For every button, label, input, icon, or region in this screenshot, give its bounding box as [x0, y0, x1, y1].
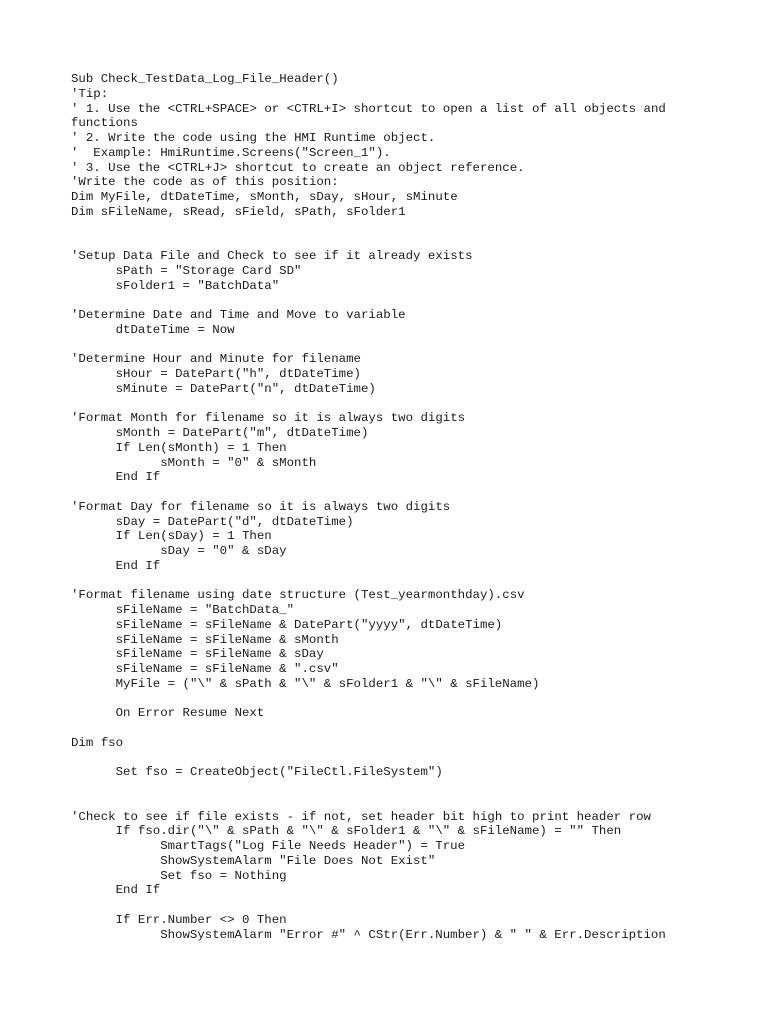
fso-nothing-line: Set fso = Nothing: [160, 868, 287, 883]
err-if: If Err.Number <> 0 Then: [115, 912, 287, 927]
check-comment: 'Check to see if file exists - if not, set header bit high to print header row: [71, 809, 651, 824]
tip-line-1-wrap: functions: [71, 116, 138, 131]
myfile-line: MyFile = ("\" & sPath & "\" & sFolder1 & "\" & sFileName): [115, 676, 540, 691]
sday-line: sDay = DatePart("d", dtDateTime): [115, 514, 354, 529]
tip-line-1: ' 1. Use the <CTRL+SPACE> or <CTRL+I> shortcut to open a list of all objects and: [71, 101, 666, 116]
day-endif: End If: [115, 558, 161, 573]
day-comment: 'Format Day for filename so it is always two digits: [71, 499, 451, 514]
err-alarm-line: ShowSystemAlarm "Error #" ^ CStr(Err.Number) & " " & Err.Description: [160, 927, 666, 942]
sfolder-line: sFolder1 = "BatchData": [115, 278, 280, 293]
spath-line: sPath = "Storage Card SD": [115, 263, 302, 278]
setup-comment: 'Setup Data File and Check to see if it already exists: [71, 249, 473, 263]
smarttags-line: SmartTags("Log File Needs Header") = True: [160, 839, 466, 853]
filename-comment: 'Format filename using date structure (Test_yearmonthday).csv: [71, 588, 525, 603]
month-comment: 'Format Month for filename so it is always two digits: [71, 411, 466, 426]
set-fso-line: Set fso = CreateObject("FileCtl.FileSystem"): [115, 765, 443, 780]
datetime-line: dtDateTime = Now: [115, 322, 235, 337]
on-error-line: On Error Resume Next: [115, 706, 265, 721]
datetime-comment: 'Determine Date and Time and Move to variable: [71, 308, 406, 322]
filename-line-1: sFileName = "BatchData_": [115, 603, 295, 617]
tip-line-2: ' 2. Write the code using the HMI Runtime object.: [71, 131, 436, 145]
tip-example: ' Example: HmiRuntime.Screens("Screen_1").: [71, 145, 391, 160]
month-endif: End If: [115, 470, 161, 485]
tip-comment: 'Tip:: [71, 86, 109, 101]
filename-line-3: sFileName = sFileName & sMonth: [115, 632, 339, 647]
filename-line-5: sFileName = sFileName & ".csv": [115, 662, 339, 676]
shour-line: sHour = DatePart("h", dtDateTime): [115, 367, 361, 381]
check-endif: End If: [115, 883, 161, 898]
alarm-line: ShowSystemAlarm "File Does Not Exist": [160, 853, 436, 868]
dim-fso-line: Dim fso: [71, 735, 124, 750]
day-if: If Len(sDay) = 1 Then: [115, 529, 272, 544]
filename-line-2: sFileName = sFileName & DatePart("yyyy", dtDateTime): [115, 617, 503, 632]
write-code-comment: 'Write the code as of this position:: [71, 175, 339, 190]
sminute-line: sMinute = DatePart("n", dtDateTime): [115, 381, 376, 396]
hourmin-comment: 'Determine Hour and Minute for filename: [71, 352, 361, 367]
smonth-line: sMonth = DatePart("m", dtDateTime): [115, 426, 369, 440]
month-pad: sMonth = "0" & sMonth: [160, 455, 317, 470]
code-listing: [71, 72, 761, 942]
sub-declaration: Sub Check_TestData_Log_File_Header(): [71, 72, 339, 86]
tip-line-3: ' 3. Use the <CTRL+J> shortcut to create an object reference.: [71, 160, 525, 175]
month-if: If Len(sMonth) = 1 Then: [115, 440, 287, 455]
filename-line-4: sFileName = sFileName & sDay: [115, 647, 324, 662]
dim-line-1: Dim MyFile, dtDateTime, sMonth, sDay, sHour, sMinute: [71, 190, 458, 204]
day-pad: sDay = "0" & sDay: [160, 544, 287, 558]
check-if: If fso.dir("\" & sPath & "\" & sFolder1 & "\" & sFileName) = "" Then: [115, 824, 622, 839]
dim-line-2: Dim sFileName, sRead, sField, sPath, sFolder1: [71, 204, 406, 219]
